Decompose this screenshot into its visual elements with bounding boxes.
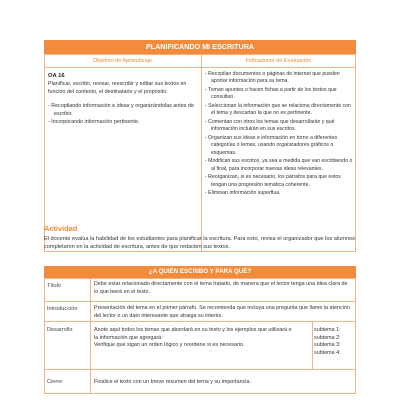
- subtopic-label: subtema 2:: [314, 334, 341, 341]
- column-divider: [201, 54, 202, 252]
- table-row: [44, 370, 356, 394]
- indicator-item: - Seleccionan la información que se relaciona directamente con el tema y descartan la que no es pertinente.: [205, 103, 351, 117]
- oa-description: Planificar, escribir, revisar, reescribir y editar sus textos en función del contexto, el destinatario y el propósito:: [48, 81, 187, 95]
- oa-item: - Incorporando información pertinente.: [48, 119, 140, 126]
- row-text: Anote aquí todos los temas que abordará en su texto y los ejemplos que utilizará o la información que agregará:: [94, 327, 292, 341]
- objective-column-header: Objetivo de Aprendizaje: [44, 54, 201, 68]
- subtopic-label: subtema 3:: [314, 342, 341, 349]
- indicator-item: - Recopilan documentos o páginas de internet que pueden aportar información para su tema.: [205, 71, 340, 85]
- indicator-item: - Reorganizan, si es necesario, los párrafos para que estos tengan una progresión temática coherente.: [205, 174, 341, 188]
- row-text: Finalice el texto con un breve resumen del tema y su importancia.: [94, 379, 252, 385]
- indicator-item: - Eliminan información superflua.: [205, 190, 281, 197]
- table-row: [44, 322, 356, 370]
- row-text: Presentación del tema en el primer párrafo. Se recomienda que incluya una pregunta que llame la atención del lector o un dato interesante que atraiga su interés.: [94, 305, 350, 319]
- oa-item: - Recopilando información e ideas y organizándolas antes de escribir.: [48, 103, 194, 117]
- row-text: Debe estar relacionado directamente con el tema tratado, de manera que el lector tenga una idea clara de lo que leerá en el texto.: [94, 281, 348, 295]
- row-label: Desarrollo: [47, 327, 73, 333]
- row-label: Introducción: [47, 306, 78, 312]
- subtopic-label: subtema 4:: [314, 349, 341, 356]
- table-row: [44, 302, 356, 322]
- indicator-item: - Comentan con otros los temas que desarrollarán y qué información incluirán en sus escritos.: [205, 119, 335, 133]
- table-row: [44, 278, 356, 302]
- row-subtext: Verifique que sigan un orden lógico y reordene si es necesario.: [94, 342, 245, 348]
- subtopic-label: subtema 1:: [314, 327, 341, 333]
- subtopic-divider: [312, 322, 313, 370]
- subtopic-list: [314, 327, 354, 357]
- row-label: Título: [47, 283, 61, 289]
- indicator-item: - Modifican sus escritos, ya sea a medida que van escribiendo o al final, para incorporar nuevas ideas relevantes.: [205, 158, 353, 172]
- indicator-item: - Toman apuntes o hacen fichas a partir de los textos que consultan.: [205, 87, 337, 101]
- indicator-item: - Organizan sus ideas e información en torno a diferentes categorías o temas, usando organizadores gráficos o esquemas.: [205, 135, 338, 156]
- oa-code: OA 16: [48, 73, 65, 79]
- indicator-list: [205, 71, 353, 199]
- activity-heading: Actividad: [44, 224, 78, 233]
- indicators-column-header: Indicadores de Evaluación: [201, 54, 356, 68]
- top-table-title: PLANIFICANDO MI ESCRITURA: [44, 40, 356, 54]
- oa-item-list: [48, 103, 198, 128]
- row-label: Cierre: [47, 379, 63, 385]
- bottom-table-title: ¿A QUIÉN ESCRIBO Y PARA QUÉ?: [44, 266, 356, 278]
- activity-text: El docente evalúa la habilidad de los estudiantes para planificar la escritura. Para esto, revisa el organizador que los alumnos completaron en la actividad de escritura, antes de que redacten sus textos.: [44, 236, 355, 250]
